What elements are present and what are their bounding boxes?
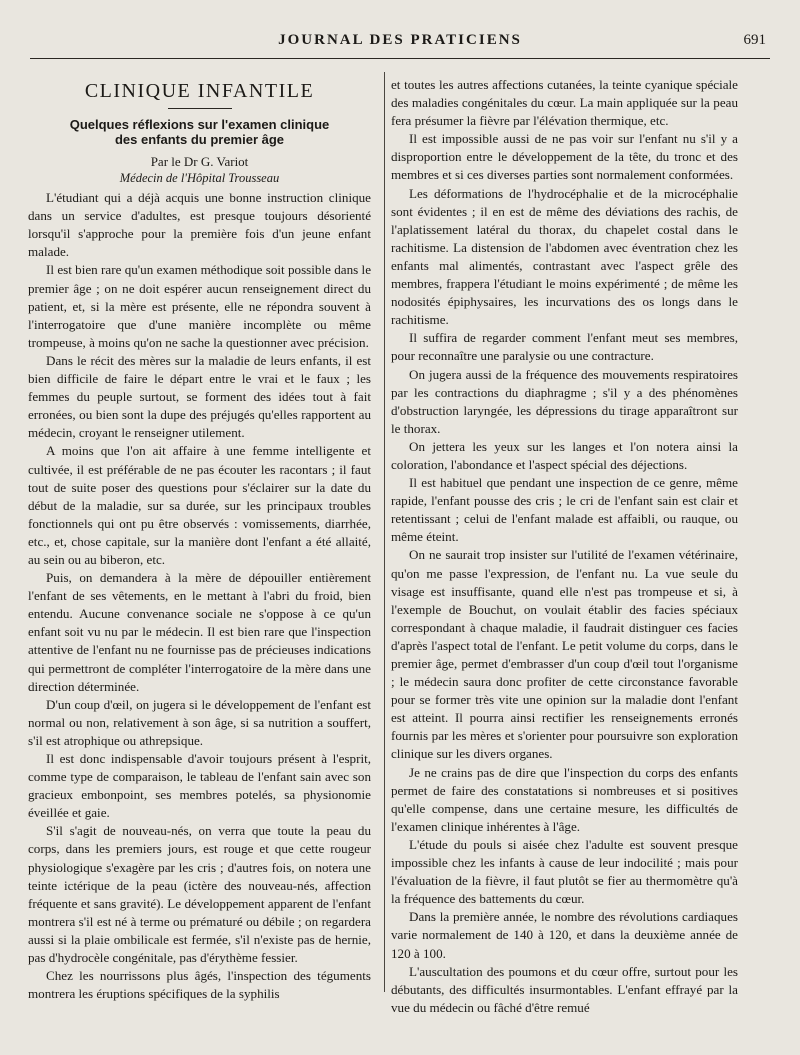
paragraph: On jugera aussi de la fréquence des mouvements respiratoires par les contractions du diaphragme ; s'il y a des phénomènes d'obstruction laryngée, les dépressions du tirage apparaîtront sur le thorax.: [391, 366, 738, 436]
paragraph: Il est bien rare qu'un examen méthodique soit possible dans le premier âge ; on ne doit espérer aucun renseignement direct du patient, et, si la mère est présente, elle ne répondra souvent à l'interrogatoire que d'une manière incomplète ou même trompeuse, à moins qu'on ne sache la questionner avec précision.: [28, 262, 371, 350]
right-column: [391, 76, 738, 1017]
paragraph: et toutes les autres affections cutanées, la teinte cyanique spéciale des maladies congénitales du cœur. La main appliquée sur la peau fera présumer la fièvre par l'élévation thermique, etc.: [391, 77, 738, 129]
paragraph: D'un coup d'œil, on jugera si le développement de l'enfant est normal ou non, relativement à son âge, si sa nutrition a souffert, s'il est atrophique ou athrepsique.: [28, 696, 371, 748]
paragraph: Les déformations de l'hydrocéphalie et de la microcéphalie sont évidentes ; il en est de même des déviations des rachis, de l'aplatissement latéral du thorax, du chapelet costal dans le rachitisme. La distension de l'abdomen avec éventration chez les enfants mal alimentés, contrastant avec l'aspect grêle des membres, frappera l'étudiant le moins expérimenté ; de même les nodosités épiphysaires, les incurvations des os longs dans le rachitisme.: [391, 185, 738, 328]
paragraph: Il est impossible aussi de ne pas voir sur l'enfant nu s'il y a disproportion entre le développement de la tête, du tronc et des membres et si ces diverses parties sont normalement conformées.: [391, 131, 738, 183]
left-column: [28, 76, 371, 1003]
paragraph: S'il s'agit de nouveau-nés, on verra que toute la peau du corps, dans les premiers jours, est rouge et que cette rougeur physiologique s'exagère par les cris ; d'autres fois, on notera une teinte ictérique de la peau (ictère des nouveau-nés, affection fréquente et sans gravité). Le développement apparent de l'enfant montrera s'il est né à terme ou prématuré ou débile ; on regardera aussi si la plaie ombilicale est fermée, s'il n'existe pas de hernie, pas d'hydrocèle congénitale, pas d'érythème fessier.: [28, 823, 371, 966]
paragraph: L'auscultation des poumons et du cœur offre, surtout pour les débutants, des difficultés insurmontables. L'enfant effrayé par la vue du médecin ou fâché d'être remué: [391, 963, 738, 1015]
paragraph: L'étudiant qui a déjà acquis une bonne instruction clinique dans un service d'adultes, est presque toujours désorienté lorsqu'il s'approche pour la première fois d'un jeune enfant malade.: [28, 190, 371, 260]
paragraph: On ne saurait trop insister sur l'utilité de l'examen vétérinaire, qu'on me passe l'expression, de l'enfant nu. La vue seule du visage est insuffisante, quand elle n'est pas trompeuse et si, à l'exemple de Bouchut, on voulait établir des facies spéciaux correspondant à chaque maladie, il faudrait distinguer ces facies d'après l'aspect total de l'enfant. Le petit volume du corps, dans le premier âge, permet d'embrasser d'un coup d'œil tout l'organisme ; le médecin saura donc profiter de cette circonstance favorable pour se former très vite une opinion sur la maladie dont l'enfant est atteint. Il pourra ainsi rectifier les renseignements erronés fournis par les mères et s'orienter pour poursuivre son exploration clinique sur les divers organes.: [391, 547, 738, 762]
paragraph: Dans la première année, le nombre des révolutions cardiaques varie normalement de 140 à 120, et dans la deuxième année de 120 à 100.: [391, 909, 738, 961]
paragraph: Chez les nourrissons plus âgés, l'inspection des téguments montrera les éruptions spécifiques de la syphilis: [28, 968, 371, 1002]
paragraph: Puis, on demandera à la mère de dépouiller entièrement l'enfant de ses vêtements, en le mettant à l'abri du froid, bien entendu. Aucune convenance sociale ne s'oppose à ce qu'un enfant soit vu nu par le médecin. Il est bien rare que l'inspection attentive de l'enfant nu ne fournisse pas de précieuses indications qui permettront de compléter l'interrogatoire de la mère dans une direction déterminée.: [28, 570, 371, 694]
paragraph: Il suffira de regarder comment l'enfant meut ses membres, pour reconnaître une paralysie ou une contracture.: [391, 330, 738, 364]
author-byline: Par le Dr G. Variot: [150, 154, 249, 170]
article-title-line: des enfants du premier âge: [114, 132, 285, 148]
paragraph: Il est donc indispensable d'avoir toujours présent à l'esprit, comme type de comparaison, le tableau de l'enfant sain avec son gracieux embonpoint, ses membres potelés, sa physionomie éveillée et gaie.: [28, 751, 371, 821]
journal-title: JOURNAL DES PRATICIENS: [278, 32, 522, 48]
paragraph: On jettera les yeux sur les langes et l'on notera ainsi la coloration, l'abondance et l'aspect spécial des déjections.: [391, 438, 738, 472]
paragraph: Il est habituel que pendant une inspection de ce genre, même rapide, l'enfant pousse des cris ; le cri de l'enfant sain est clair et retentissant ; celui de l'enfant malade est affaibli, ou rauque, ou même éteint.: [391, 475, 738, 545]
paragraph: L'étude du pouls si aisée chez l'adulte est souvent presque impossible chez les infants à cause de leur indocilité ; mais pour l'évaluation de la fièvre, il faut plutôt se fier au thermomètre qu'à la fréquence des battements du cœur.: [391, 836, 738, 907]
page-number: 691: [743, 32, 766, 48]
running-head: [30, 32, 770, 54]
article-title-line: Quelques réflexions sur l'examen clinique: [69, 117, 330, 133]
paragraph: Je ne crains pas de dire que l'inspection du corps des enfants permet de faire des constatations si nombreuses et si positives qu'elle compense, dans une certaine mesure, les difficultés de l'examen clinique inhérentes à l'âge.: [391, 764, 738, 834]
title-rule: [168, 108, 232, 109]
author-affiliation: Médecin de l'Hôpital Trousseau: [119, 171, 280, 186]
article-title: [28, 117, 371, 147]
column-divider: [384, 72, 385, 992]
header-rule: [30, 58, 770, 59]
section-title: CLINIQUE INFANTILE: [84, 80, 315, 102]
paragraph: Dans le récit des mères sur la maladie de leurs enfants, il est bien difficile de faire le départ entre le vrai et le faux ; les femmes du peuple surtout, se forment des idées tout à fait erronées, ou bien sont la dupe des préjugés qu'elles rapportent au médecin, croyant le renseigner utilement.: [28, 352, 371, 441]
paragraph: A moins que l'on ait affaire à une femme intelligente et cultivée, il est préférable de ne pas écouter les racontars ; il faut tout de suite poser des questions pour s'éclairer sur la date du début de la maladie, sur sa durée, sur les principaux troubles fonctionnels qui ont pu être observés : vomissements, diarrhée, etc., et, chose capitale, sur la manière dont l'enfant a été allaité, au sein ou au biberon, etc.: [28, 443, 371, 567]
